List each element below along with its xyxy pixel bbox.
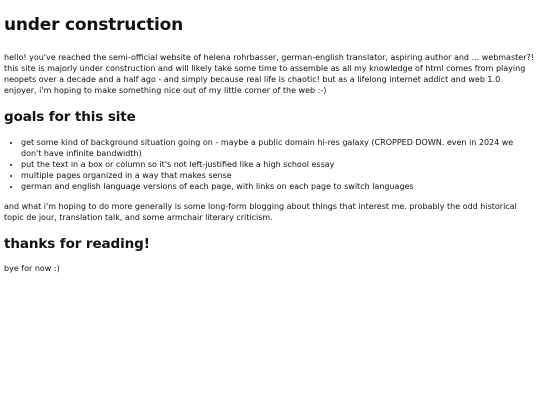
list-item: • multiple pages organized in a way that makes sense — [21, 170, 534, 181]
list-item: • german and english language versions of each page, with links on each page to switch languages — [21, 181, 534, 192]
page-title: under construction — [4, 15, 184, 35]
signoff-text: bye for now :) — [4, 264, 60, 273]
goals-heading: goals for this site — [4, 109, 136, 125]
list-item: • get some kind of background situation going on - maybe a public domain hi-res galaxy (CROPPED DOWN. even in 2024 we don't have infinite bandwidth) — [21, 137, 534, 159]
goals-list — [4, 137, 534, 192]
intro-paragraph: hello! you've reached the semi-official website of helena rohrbasser, german-english translator, aspiring author and ... webmaster?! this site is majorly under construction and will likely take some time to assemble as all my knowledge of html comes from playing neopets over a decade and a half ago - and simply because real life is chaotic! but as a lifelong internet addict and web 1.0 enjoyer, i'm hoping to make something nice out of my little corner of the web :-) — [4, 53, 534, 95]
blogging-paragraph: and what i'm hoping to do more generally is some long-form blogging about things that interest me. probably the odd historical topic de jour, translation talk, and some armchair literary criticism. — [4, 202, 517, 222]
list-item: • put the text in a box or column so it's not left-justified like a high school essay — [21, 159, 534, 170]
thanks-heading: thanks for reading! — [4, 236, 150, 252]
page-body — [0, 14, 540, 274]
